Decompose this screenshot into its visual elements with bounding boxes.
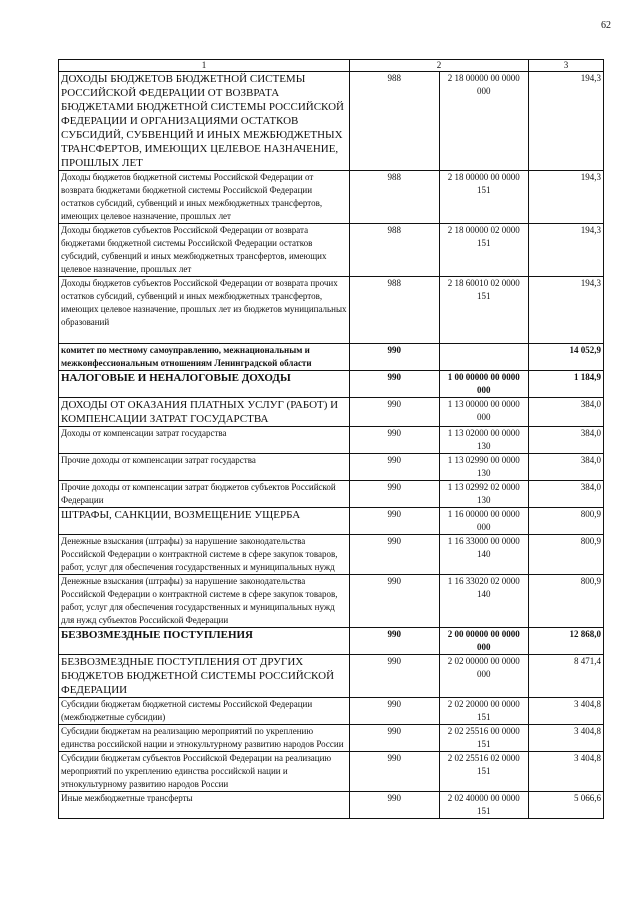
row-name-cell: Доходы бюджетов субъектов Российской Федерации от возврата прочих остатков субсидий, субвенций и иных межбюджетных трансфертов, имеющих целевое назначение, прошлых лет из бюджетов муниципальных образований <box>59 277 350 344</box>
row-revenue-code-cell: 1 13 00000 00 0000 000 <box>439 398 529 427</box>
row-revenue-code-cell: 2 00 00000 00 0000 000 <box>439 628 529 655</box>
row-amount-cell: 8 471,4 <box>529 655 604 698</box>
table-row <box>59 224 604 277</box>
table-row <box>59 725 604 752</box>
row-admin-code-cell: 990 <box>350 698 440 725</box>
table-row <box>59 508 604 535</box>
row-revenue-code-cell: 2 18 60010 02 0000 151 <box>439 277 529 344</box>
budget-table <box>58 59 604 819</box>
row-amount-cell: 194,3 <box>529 224 604 277</box>
row-name-cell: ДОХОДЫ БЮДЖЕТОВ БЮДЖЕТНОЙ СИСТЕМЫ РОССИЙСКОЙ ФЕДЕРАЦИИ ОТ ВОЗВРАТА БЮДЖЕТАМИ БЮДЖЕТНОЙ СИСТЕМЫ РОССИЙСКОЙ ФЕДЕРАЦИИ И ОРГАНИЗАЦИЯМИ ОСТАТКОВ СУБСИДИЙ, СУБВЕНЦИЙ И ИНЫХ МЕЖБЮДЖЕТНЫХ ТРАНСФЕРТОВ, ИМЕЮЩИХ ЦЕЛЕВОЕ НАЗНАЧЕНИЕ, ПРОШЛЫХ ЛЕТ <box>59 72 350 171</box>
table-row <box>59 454 604 481</box>
row-amount-cell: 194,3 <box>529 277 604 344</box>
row-name-cell: Доходы от компенсации затрат государства <box>59 427 350 454</box>
row-admin-code-cell: 990 <box>350 575 440 628</box>
row-amount-cell: 3 404,8 <box>529 752 604 792</box>
row-name-cell: Субсидии бюджетам на реализацию мероприятий по укреплению единства российской нации и этнокультурному развитию народов России <box>59 725 350 752</box>
row-admin-code-cell: 990 <box>350 427 440 454</box>
row-admin-code-cell: 988 <box>350 277 440 344</box>
row-amount-cell: 800,9 <box>529 508 604 535</box>
table-row <box>59 171 604 224</box>
row-revenue-code-cell: 2 02 20000 00 0000 151 <box>439 698 529 725</box>
row-name-cell: БЕЗВОЗМЕЗДНЫЕ ПОСТУПЛЕНИЯ <box>59 628 350 655</box>
row-revenue-code-cell: 2 02 25516 02 0000 151 <box>439 752 529 792</box>
table-body <box>59 72 604 819</box>
row-admin-code-cell: 988 <box>350 72 440 171</box>
row-amount-cell: 3 404,8 <box>529 698 604 725</box>
row-admin-code-cell: 988 <box>350 171 440 224</box>
row-revenue-code-cell <box>439 344 529 371</box>
row-admin-code-cell: 988 <box>350 224 440 277</box>
column-header-1: 1 <box>59 60 350 72</box>
row-revenue-code-cell: 1 13 02990 00 0000 130 <box>439 454 529 481</box>
row-amount-cell: 14 052,9 <box>529 344 604 371</box>
table-header-row <box>59 60 604 72</box>
table-row <box>59 752 604 792</box>
row-amount-cell: 800,9 <box>529 535 604 575</box>
row-amount-cell: 384,0 <box>529 427 604 454</box>
row-admin-code-cell: 990 <box>350 508 440 535</box>
row-amount-cell: 194,3 <box>529 171 604 224</box>
table-row <box>59 277 604 344</box>
table-row <box>59 575 604 628</box>
row-revenue-code-cell: 2 02 40000 00 0000 151 <box>439 792 529 819</box>
row-name-cell: ДОХОДЫ ОТ ОКАЗАНИЯ ПЛАТНЫХ УСЛУГ (РАБОТ) И КОМПЕНСАЦИИ ЗАТРАТ ГОСУДАРСТВА <box>59 398 350 427</box>
row-admin-code-cell: 990 <box>350 628 440 655</box>
row-admin-code-cell: 990 <box>350 752 440 792</box>
table-row <box>59 698 604 725</box>
row-admin-code-cell: 990 <box>350 344 440 371</box>
row-amount-cell: 384,0 <box>529 398 604 427</box>
row-amount-cell: 3 404,8 <box>529 725 604 752</box>
row-amount-cell: 384,0 <box>529 481 604 508</box>
row-admin-code-cell: 990 <box>350 725 440 752</box>
table-row <box>59 535 604 575</box>
row-admin-code-cell: 990 <box>350 398 440 427</box>
column-header-3: 3 <box>529 60 604 72</box>
row-name-cell: комитет по местному самоуправлению, межнациональным и межконфессиональным отношениям Ленинградской области <box>59 344 350 371</box>
table-row <box>59 792 604 819</box>
column-header-2: 2 <box>350 60 529 72</box>
table-row <box>59 655 604 698</box>
row-admin-code-cell: 990 <box>350 454 440 481</box>
table-row <box>59 481 604 508</box>
row-admin-code-cell: 990 <box>350 535 440 575</box>
table-row <box>59 371 604 398</box>
row-admin-code-cell: 990 <box>350 371 440 398</box>
row-name-cell: Субсидии бюджетам бюджетной системы Российской Федерации (межбюджетные субсидии) <box>59 698 350 725</box>
row-name-cell: Доходы бюджетов бюджетной системы Российской Федерации от возврата бюджетами бюджетной системы Российской Федерации остатков субсидий, субвенций и иных межбюджетных трансфертов, имеющих целевое назначение, прошлых лет <box>59 171 350 224</box>
row-name-cell: Прочие доходы от компенсации затрат бюджетов субъектов Российской Федерации <box>59 481 350 508</box>
row-name-cell: Доходы бюджетов субъектов Российской Федерации от возврата бюджетами бюджетной системы Российской Федерации остатков субсидий, субвенций и иных межбюджетных трансфертов, имеющих целевое назначение, прошлых лет <box>59 224 350 277</box>
row-revenue-code-cell: 2 18 00000 02 0000 151 <box>439 224 529 277</box>
row-revenue-code-cell: 1 16 00000 00 0000 000 <box>439 508 529 535</box>
table-row <box>59 398 604 427</box>
row-revenue-code-cell: 1 16 33000 00 0000 140 <box>439 535 529 575</box>
row-revenue-code-cell: 2 02 25516 00 0000 151 <box>439 725 529 752</box>
row-amount-cell: 384,0 <box>529 454 604 481</box>
table-row <box>59 427 604 454</box>
row-name-cell: Денежные взыскания (штрафы) за нарушение законодательства Российской Федерации о контрактной системе в сфере закупок товаров, работ, услуг для обеспечения государственных и муниципальных нужд для нужд субъектов Российской Федерации <box>59 575 350 628</box>
row-name-cell: Иные межбюджетные трансферты <box>59 792 350 819</box>
row-amount-cell: 800,9 <box>529 575 604 628</box>
table-row <box>59 628 604 655</box>
table-row <box>59 72 604 171</box>
row-admin-code-cell: 990 <box>350 792 440 819</box>
row-revenue-code-cell: 1 00 00000 00 0000 000 <box>439 371 529 398</box>
row-admin-code-cell: 990 <box>350 655 440 698</box>
row-revenue-code-cell: 2 18 00000 00 0000 151 <box>439 171 529 224</box>
row-admin-code-cell: 990 <box>350 481 440 508</box>
row-revenue-code-cell: 1 13 02000 00 0000 130 <box>439 427 529 454</box>
row-name-cell: НАЛОГОВЫЕ И НЕНАЛОГОВЫЕ ДОХОДЫ <box>59 371 350 398</box>
row-name-cell: БЕЗВОЗМЕЗДНЫЕ ПОСТУПЛЕНИЯ ОТ ДРУГИХ БЮДЖЕТОВ БЮДЖЕТНОЙ СИСТЕМЫ РОССИЙСКОЙ ФЕДЕРАЦИИ <box>59 655 350 698</box>
row-name-cell: Прочие доходы от компенсации затрат государства <box>59 454 350 481</box>
row-amount-cell: 12 868,0 <box>529 628 604 655</box>
row-revenue-code-cell: 1 13 02992 02 0000 130 <box>439 481 529 508</box>
row-revenue-code-cell: 2 02 00000 00 0000 000 <box>439 655 529 698</box>
row-name-cell: Субсидии бюджетам субъектов Российской Федерации на реализацию мероприятий по укреплению единства российской нации и этнокультурному развитию народов России <box>59 752 350 792</box>
row-name-cell: Денежные взыскания (штрафы) за нарушение законодательства Российской Федерации о контрактной системе в сфере закупок товаров, работ, услуг для обеспечения государственных и муниципальных нужд <box>59 535 350 575</box>
table-row <box>59 344 604 371</box>
row-revenue-code-cell: 2 18 00000 00 0000 000 <box>439 72 529 171</box>
page-number: 62 <box>601 20 611 31</box>
row-amount-cell: 1 184,9 <box>529 371 604 398</box>
row-revenue-code-cell: 1 16 33020 02 0000 140 <box>439 575 529 628</box>
row-amount-cell: 194,3 <box>529 72 604 171</box>
row-amount-cell: 5 066,6 <box>529 792 604 819</box>
row-name-cell: ШТРАФЫ, САНКЦИИ, ВОЗМЕЩЕНИЕ УЩЕРБА <box>59 508 350 535</box>
